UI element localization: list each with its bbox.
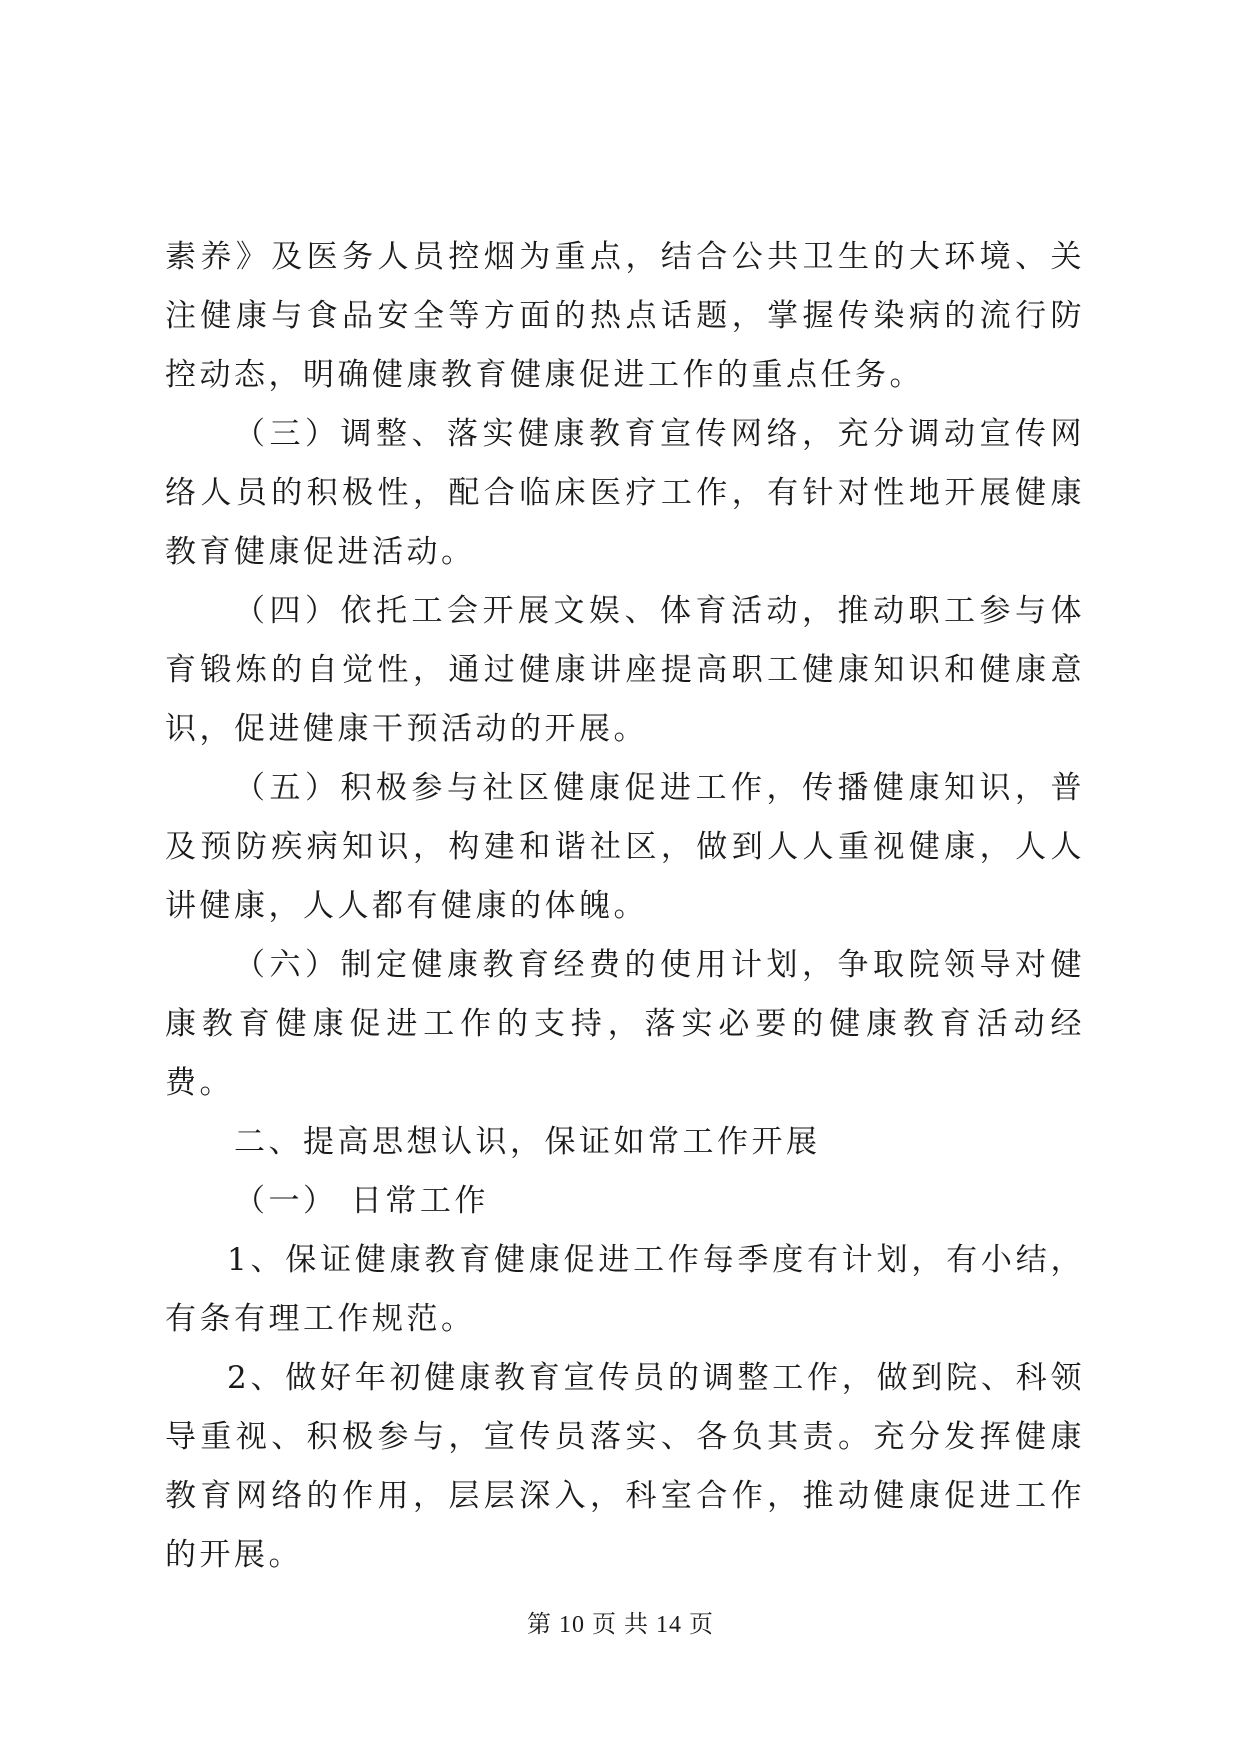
list-item-2: 2、做好年初健康教育宣传员的调整工作，做到院、科领导重视、积极参与，宣传员落实、各负其责。充分发挥健康教育网络的作用，层层深入，科室合作，推动健康促进工作的开展。	[165, 1360, 1085, 1573]
page-number-footer: 第 10 页 共 14 页	[527, 1612, 714, 1638]
subsection-heading-daily-work: （一） 日常工作	[234, 1183, 489, 1219]
paragraph-section-5: （五）积极参与社区健康促进工作，传播健康知识，普及预防疾病知识，构建和谐社区，做到人人重视健康，人人讲健康，人人都有健康的体魄。	[165, 770, 1085, 924]
paragraph-section-4: （四）依托工会开展文娱、体育活动，推动职工参与体育锻炼的自觉性，通过健康讲座提高职工健康知识和健康意识，促进健康干预活动的开展。	[165, 593, 1085, 747]
paragraph-continuation: 素养》及医务人员控烟为重点，结合公共卫生的大环境、关注健康与食品安全等方面的热点话题，掌握传染病的流行防控动态，明确健康教育健康促进工作的重点任务。	[165, 239, 1085, 393]
document-body	[165, 228, 1085, 1585]
paragraph-section-6: （六）制定健康教育经费的使用计划，争取院领导对健康教育健康促进工作的支持，落实必要的健康教育活动经费。	[165, 947, 1085, 1101]
list-item-1: 1、保证健康教育健康促进工作每季度有计划，有小结，有条有理工作规范。	[165, 1242, 1085, 1337]
section-heading-2: 二、提高思想认识，保证如常工作开展	[234, 1124, 821, 1160]
paragraph-section-3: （三）调整、落实健康教育宣传网络，充分调动宣传网络人员的积极性，配合临床医疗工作，有针对性地开展健康教育健康促进活动。	[165, 416, 1085, 570]
